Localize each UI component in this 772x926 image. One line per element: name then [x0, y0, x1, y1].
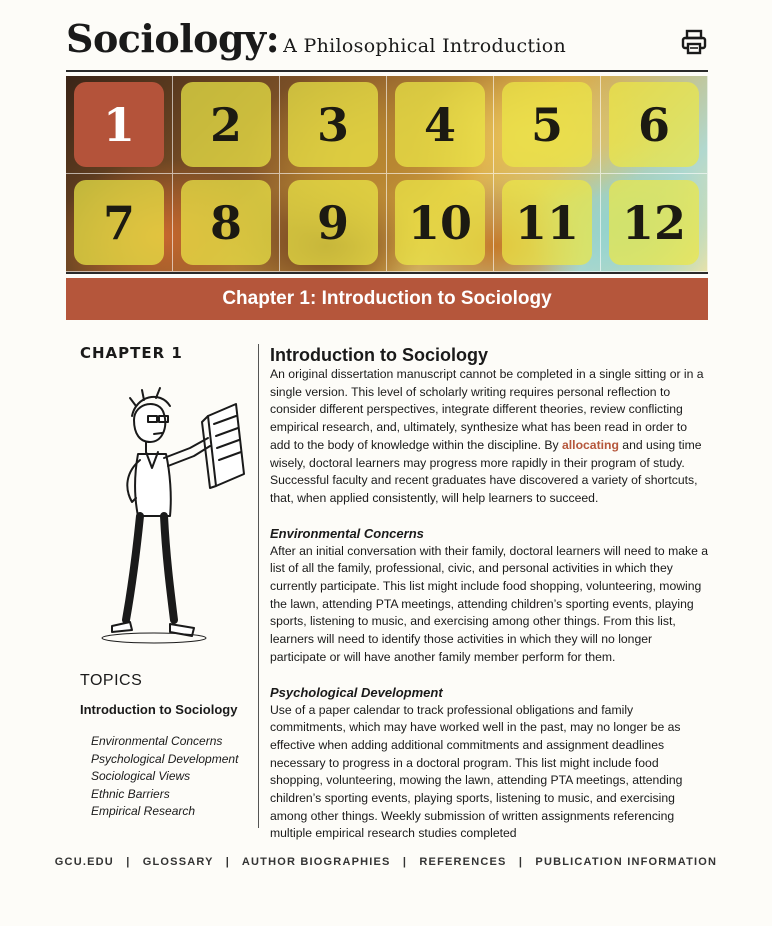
- footer-link-author-biographies[interactable]: AUTHOR BIOGRAPHIES: [241, 856, 391, 868]
- site-title: [66, 16, 566, 61]
- chapter-tile-10[interactable]: 10: [395, 180, 485, 265]
- section-title-environmental: Environmental Concerns: [270, 525, 424, 541]
- footer-link-glossary[interactable]: GLOSSARY: [142, 856, 214, 868]
- subtopic-empirical-research[interactable]: Empirical Research: [91, 804, 196, 819]
- section-body-environmental: After an initial conversation with their family, doctoral learners will need to make a list of all the family, professional, civic, and personal activities in which they currently participate. This list might include food shopping, volunteering, mowing the lawn, attending PTA meetings, attending children’s sporting events, playing sports, listening to music, and exercising among other things. From this list, learners will need to identify those activities in which they will no longer participate or will have another family member perform for them.: [270, 543, 709, 664]
- footer-separator: |: [402, 856, 408, 868]
- chapter-tile-4[interactable]: 4: [395, 82, 485, 167]
- subtopic-ethnic-barriers[interactable]: Ethnic Barriers: [91, 786, 170, 801]
- chapter-tile-5[interactable]: 5: [502, 82, 592, 167]
- chapter-grid: [66, 76, 708, 272]
- subtopic-psychological-development[interactable]: Psychological Development: [91, 751, 239, 766]
- subtopic-list: [91, 733, 238, 821]
- printer-icon: [680, 28, 708, 56]
- subtopic-environmental-concerns[interactable]: Environmental Concerns: [91, 734, 223, 748]
- footer-link-gcu[interactable]: GCU.EDU: [54, 856, 114, 868]
- footer-nav: [0, 856, 772, 868]
- article: [270, 344, 710, 843]
- footer-link-references[interactable]: REFERENCES: [419, 856, 507, 868]
- chapter-tile-1[interactable]: 1: [74, 82, 164, 167]
- chapter-tile-12[interactable]: 12: [609, 180, 699, 265]
- title-main: Sociology:: [66, 16, 280, 61]
- intro-text-end: and using time wisely, doctoral learners may progress more rapidly in their program of study. Successful faculty and recent graduates have discovered a variety of shortcuts, that, when applied consistently, will help learners to succeed.: [270, 437, 702, 505]
- chapter-tile-11[interactable]: 11: [502, 180, 592, 265]
- subtopic-sociological-views[interactable]: Sociological Views: [91, 769, 191, 784]
- chapter-tile-3[interactable]: 3: [288, 82, 378, 167]
- title-subtitle: A Philosophical Introduction: [283, 35, 567, 57]
- section-title-psychological: Psychological Development: [270, 684, 443, 700]
- topics-heading: TOPICS: [80, 672, 143, 689]
- section-body-psychological: Use of a paper calendar to track professional obligations and family commitments, which may have worked well in the past, may no longer be as effective when adding additional commitments and assignment deadlines necessary to progress in a doctoral program. This list might include food shopping, volunteering, mowing the lawn, attending PTA meetings, attending children’s sporting events, playing sports, listening to music, and exercising among other things. Weekly submission of written assignments referencing multiple empirical research studies completed: [270, 702, 683, 841]
- article-title: Introduction to Sociology: [270, 345, 488, 365]
- chapter-tile-8[interactable]: 8: [181, 180, 271, 265]
- page-header: [66, 14, 708, 70]
- column-divider: [258, 344, 259, 828]
- intro-paragraph: [270, 366, 710, 508]
- print-button[interactable]: [680, 28, 708, 56]
- chapter-tile-7[interactable]: 7: [74, 180, 164, 265]
- current-topic-link[interactable]: Introduction to Sociology: [80, 702, 238, 717]
- banner-rule: [66, 272, 708, 274]
- sidebar: [80, 344, 250, 819]
- footer-link-publication-information[interactable]: PUBLICATION INFORMATION: [535, 856, 718, 868]
- reader-illustration: [90, 376, 250, 652]
- chapter-navigation: [66, 76, 708, 272]
- intro-text-start: An original dissertation manuscript cannot be completed in a single sitting or in a single version. This level of scholarly writing requires personal reflection to consider different perspectives, integrate different theories, review conflicting empirical research, and, ultimately, synthesize what has been read in order to add to the body of knowledge within the discipline. By: [270, 367, 704, 452]
- chapter-title-bar: [66, 278, 708, 320]
- footer-separator: |: [225, 856, 231, 868]
- allocating-link[interactable]: allocating: [562, 437, 619, 452]
- chapter-title: Chapter 1: Introduction to Sociology: [222, 288, 552, 309]
- chapter-tile-9[interactable]: 9: [288, 180, 378, 265]
- footer-separator: |: [518, 856, 524, 868]
- header-rule: [66, 70, 708, 72]
- footer-separator: |: [126, 856, 131, 868]
- chapter-label: CHAPTER 1: [80, 344, 183, 362]
- chapter-tile-2[interactable]: 2: [181, 82, 271, 167]
- chapter-tile-6[interactable]: 6: [609, 82, 699, 167]
